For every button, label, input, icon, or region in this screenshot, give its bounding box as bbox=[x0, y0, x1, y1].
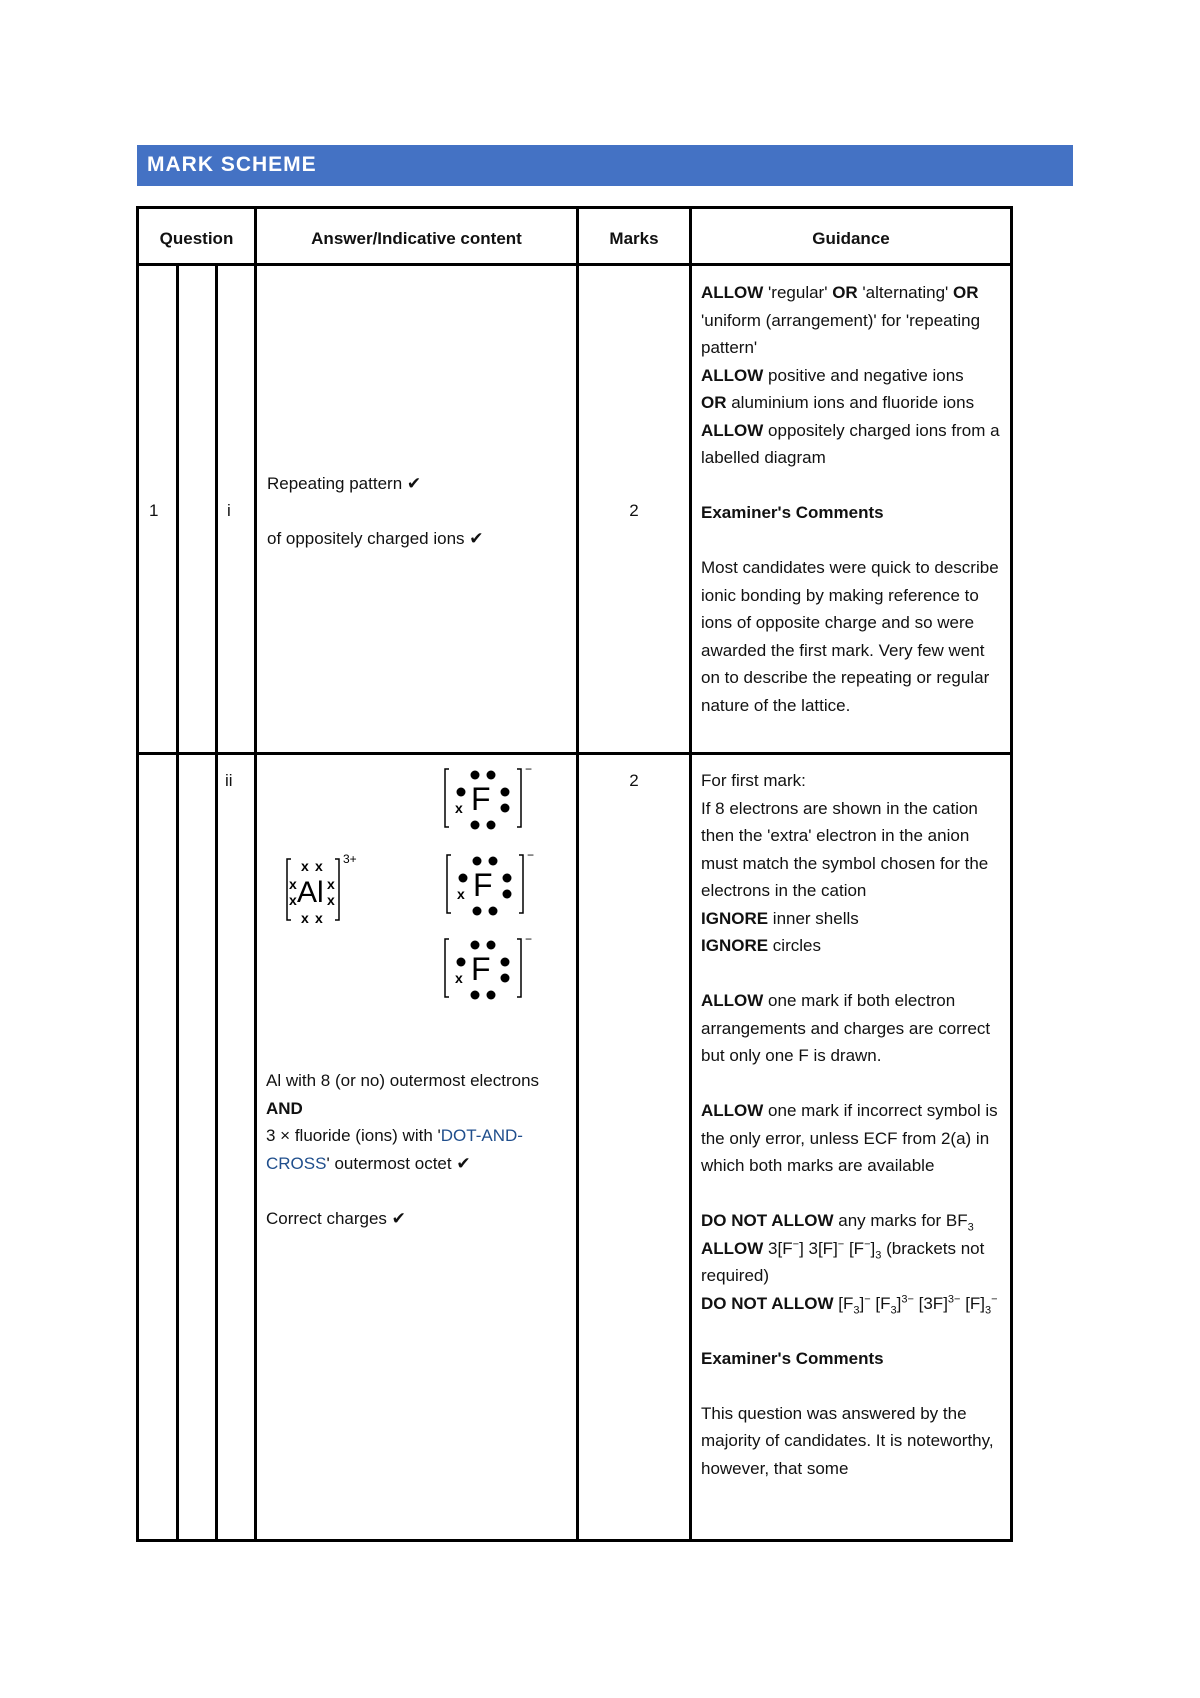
al-symbol: Al bbox=[297, 876, 324, 909]
header-answer: Answer/Indicative content bbox=[311, 229, 522, 248]
f-symbol: F bbox=[471, 951, 491, 987]
col-divider bbox=[176, 263, 179, 1539]
examiner-comments-title: Examiner's Comments bbox=[701, 503, 884, 522]
header-divider bbox=[139, 263, 1010, 266]
header-guidance: Guidance bbox=[812, 229, 890, 248]
marks-value: 2 bbox=[629, 501, 639, 520]
question-part: i bbox=[227, 501, 231, 520]
header-marks: Marks bbox=[609, 229, 659, 248]
electron-cross: x bbox=[315, 910, 323, 926]
guidance-content bbox=[701, 767, 1007, 1482]
electron-cross: x bbox=[455, 800, 463, 816]
f-charge: − bbox=[527, 848, 535, 862]
question-part: ii bbox=[225, 771, 233, 790]
electron-cross: x bbox=[301, 858, 309, 874]
guidance-paragraph: IGNORE circles bbox=[701, 936, 821, 955]
answer-line: 3 × fluoride (ions) with 'DOT-AND-CROSS' outermost octet ✔ bbox=[266, 1126, 523, 1173]
al-charge: 3+ bbox=[343, 852, 357, 866]
guidance-paragraph: ALLOW one mark if incorrect symbol is the only error, unless ECF from 2(a) in which both marks are available bbox=[701, 1101, 998, 1175]
header-question: Question bbox=[159, 229, 234, 248]
guidance-paragraph: ALLOW 3[F−] 3[F]− $[F^-]_3$ (brackets not required) bbox=[701, 1237, 985, 1285]
col-divider bbox=[689, 209, 692, 1539]
guidance-paragraph: DO NOT ALLOW $[F_3]^-$ $[F_3]^{3-}$ $[3F]^{3-}$ $[F]_3^-$ bbox=[701, 1292, 998, 1316]
answer-content bbox=[267, 470, 567, 553]
dot-and-cross-diagram bbox=[257, 755, 577, 1025]
fluoride-ion bbox=[447, 848, 534, 916]
guidance-paragraph: OR aluminium ions and fluoride ions bbox=[701, 393, 975, 412]
electron-cross: x bbox=[301, 910, 309, 926]
col-divider bbox=[215, 263, 218, 1539]
examiner-comments: This question was answered by the majority of candidates. It is noteworthy, however, that some bbox=[701, 1403, 994, 1478]
guidance-content bbox=[701, 279, 1005, 719]
f-charge: − bbox=[525, 932, 533, 946]
electron-cross: x bbox=[315, 858, 323, 874]
banner-title: MARK SCHEME bbox=[147, 153, 317, 176]
f-symbol: F bbox=[473, 867, 493, 903]
electron-cross: x bbox=[457, 886, 465, 902]
f-symbol: F bbox=[471, 781, 491, 817]
answer-line: Al with 8 (or no) outermost electrons bbox=[266, 1071, 540, 1090]
mark-scheme-table bbox=[136, 206, 1013, 1542]
question-number: 1 bbox=[149, 501, 159, 520]
electron-cross: x bbox=[289, 892, 297, 908]
electron-cross: x bbox=[455, 970, 463, 986]
marks-value: 2 bbox=[629, 771, 639, 790]
guidance-paragraph: ALLOW 'regular' OR 'alternating' OR 'uniform (arrangement)' for 'repeating pattern' bbox=[701, 283, 981, 357]
examiner-comments-title: Examiner's Comments bbox=[701, 1348, 884, 1368]
electron-cross: x bbox=[327, 876, 335, 892]
fluoride-ion bbox=[445, 762, 532, 830]
answer-line: of oppositely charged ions ✔ bbox=[267, 529, 484, 548]
electron-cross: x bbox=[289, 876, 297, 892]
guidance-title: For first mark: bbox=[701, 771, 806, 790]
electron-cross: x bbox=[327, 892, 335, 908]
fluoride-ion bbox=[445, 932, 532, 1000]
aluminium-ion bbox=[287, 852, 357, 926]
guidance-paragraph: IGNORE inner shells bbox=[701, 908, 859, 928]
guidance-paragraph: DO NOT ALLOW any marks for $BF_3$ bbox=[701, 1211, 974, 1234]
answer-and: AND bbox=[266, 1098, 303, 1118]
examiner-comments: Most candidates were quick to describe ionic bonding by making reference to ions of opposite charge and so were awarded the first mark. Very few went on to describe the repeating or regular nature of the lattice. bbox=[701, 558, 999, 715]
answer-line: Correct charges ✔ bbox=[266, 1208, 406, 1228]
guidance-paragraph: If 8 electrons are shown in the cation then the 'extra' electron in the anion must match the symbol chosen for the electrons in the cation bbox=[701, 798, 989, 900]
mark-scheme-banner bbox=[137, 145, 1073, 186]
guidance-paragraph: ALLOW oppositely charged ions from a labelled diagram bbox=[701, 420, 1000, 467]
guidance-paragraph: ALLOW positive and negative ions bbox=[701, 365, 964, 385]
answer-line: Repeating pattern ✔ bbox=[267, 474, 422, 493]
f-charge: − bbox=[525, 762, 533, 776]
guidance-paragraph: ALLOW one mark if both electron arrangements and charges are correct but only one F is drawn. bbox=[701, 991, 991, 1065]
answer-content bbox=[266, 1067, 572, 1232]
